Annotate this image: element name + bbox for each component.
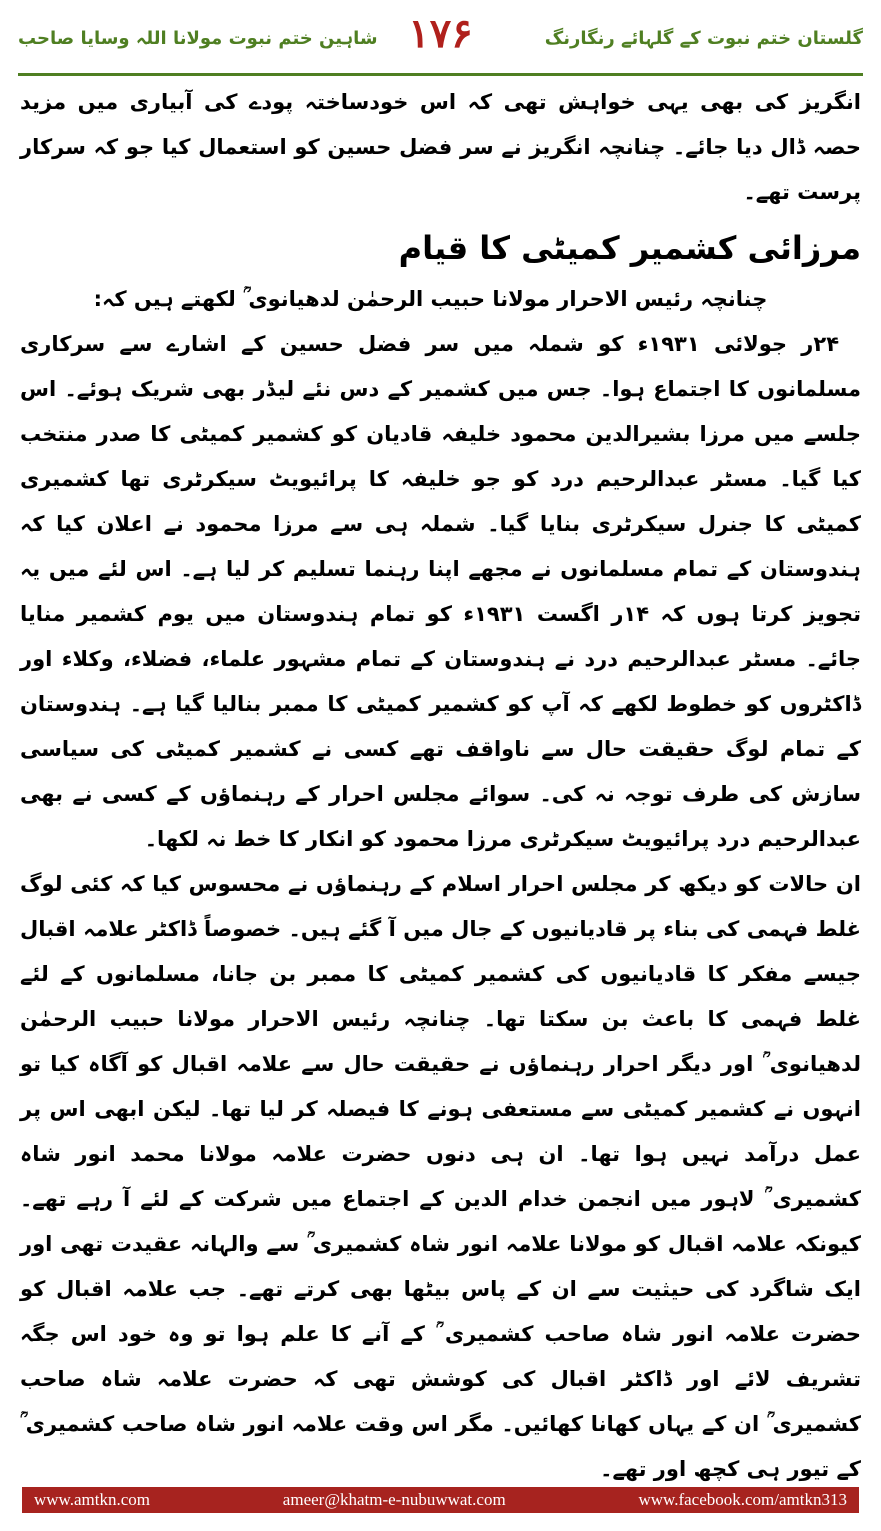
author-title: شاہین ختم نبوت مولانا اللہ وسایا صاحب [18, 28, 378, 49]
page-number: ۱۷۶ [408, 10, 473, 57]
section-heading: مرزائی کشمیر کمیٹی کا قیام [398, 229, 861, 267]
website-link[interactable]: www.amtkn.com [34, 1490, 150, 1509]
email-link[interactable]: ameer@khatm-e-nubuwwat.com [282, 1490, 506, 1509]
quote-intro: چنانچہ رئیس الاحرار مولانا حبیب الرحمٰن لدھیانوی ؒ لکھتے ہیں کہ: [93, 287, 768, 311]
facebook-link[interactable]: www.facebook.com/amtkn313 [638, 1490, 847, 1509]
page-header [18, 8, 863, 70]
header-rule [18, 73, 863, 76]
page-body [20, 80, 861, 1492]
paragraph-2: ۲۴ر جولائی ۱۹۳۱ء کو شملہ میں سر فضل حسین کے اشارے سے سرکاری مسلمانوں کا اجتماع ہوا۔ جس میں کشمیر کے دس نئے لیڈر بھی شریک ہوئے۔ اس جلسے میں مرزا بشیرالدین محمود خلیفہ قادیان کو کشمیر کمیٹی کا صدر منتخب کیا گیا۔ مسٹر عبدالرحیم درد کو جو خلیفہ کا پرائیویٹ سیکرٹری تھا کشمیری کمیٹی کا جنرل سیکرٹری بنایا گیا۔ شملہ ہی سے مرزا محمود نے اعلان کیا کہ ہندوستان کے تمام مسلمانوں نے مجھے اپنا رہنما تسلیم کر لیا ہے۔ اس لئے میں یہ تجویز کرتا ہوں کہ ۱۴ر اگست ۱۹۳۱ء کو تمام ہندوستان میں یوم کشمیر منایا جائے۔ مسٹر عبدالرحیم درد نے ہندوستان کے تمام مشہور علماء، فضلاء، وکلاء اور ڈاکٹروں کو خطوط لکھے کہ آپ کو کشمیر کمیٹی کا ممبر بنالیا گیا ہے۔ ہندوستان کے تمام لوگ حقیقت حال سے ناواقف تھے کسی نے کشمیر کمیٹی کی سیاسی سازش کی طرف توجہ نہ کی۔ سوائے مجلس احرار کے رہنماؤں کے کسی نے بھی عبدالرحیم درد پرائیویٹ سیکرٹری مرزا محمود کو انکار کا خط نہ لکھا۔ [20, 332, 861, 851]
paragraph-3: ان حالات کو دیکھ کر مجلس احرار اسلام کے رہنماؤں نے محسوس کیا کہ کئی لوگ غلط فہمی کی بناء پر قادیانیوں کے جال میں آ گئے ہیں۔ خصوصاً ڈاکٹر علامہ اقبال جیسے مفکر کا قادیانیوں کی کشمیر کمیٹی کا ممبر بن جانا، مسلمانوں کے لئے غلط فہمی کا باعث بن سکتا تھا۔ چنانچہ رئیس الاحرار مولانا حبیب الرحمٰن لدھیانوی ؒ اور دیگر احرار رہنماؤں نے حقیقت حال سے علامہ اقبال کو آگاہ کیا تو انہوں نے کشمیر کمیٹی سے مستعفی ہونے کا فیصلہ کر لیا تھا۔ لیکن ابھی اس پر عمل درآمد نہیں ہوا تھا۔ ان ہی دنوں حضرت علامہ مولانا محمد انور شاہ کشمیری ؒ لاہور میں انجمن خدام الدین کے اجتماع میں شرکت کے لئے آ رہے تھے۔ کیونکہ علامہ اقبال کو مولانا علامہ انور شاہ کشمیری ؒ سے والہانہ عقیدت تھی اور ایک شاگرد کی حیثیت سے ان کے پاس بیٹھا بھی کرتے تھے۔ جب علامہ اقبال کو حضرت علامہ انور شاہ صاحب کشمیری ؒ کے آنے کا علم ہوا تو وہ خود اس جگہ تشریف لائے اور ڈاکٹر اقبال کی کوشش تھی کہ حضرت علامہ شاہ صاحب کشمیری ؒ ان کے یہاں کھانا کھائیں۔ مگر اس وقت علامہ انور شاہ صاحب کشمیری ؒ کے تیور ہی کچھ اور تھے۔ [20, 872, 861, 1481]
page-footer [22, 1487, 859, 1513]
book-title: گلستان ختم نبوت کے گلہائے رنگارنگ [544, 28, 863, 49]
paragraph-1: انگریز کی بھی یہی خواہش تھی کہ اس خودساختہ پودے کی آبیاری میں مزید حصہ ڈال دیا جائے۔ چنانچہ انگریز نے سر فضل حسین کو استعمال کیا جو کہ سرکار پرست تھے۔ [20, 90, 861, 204]
